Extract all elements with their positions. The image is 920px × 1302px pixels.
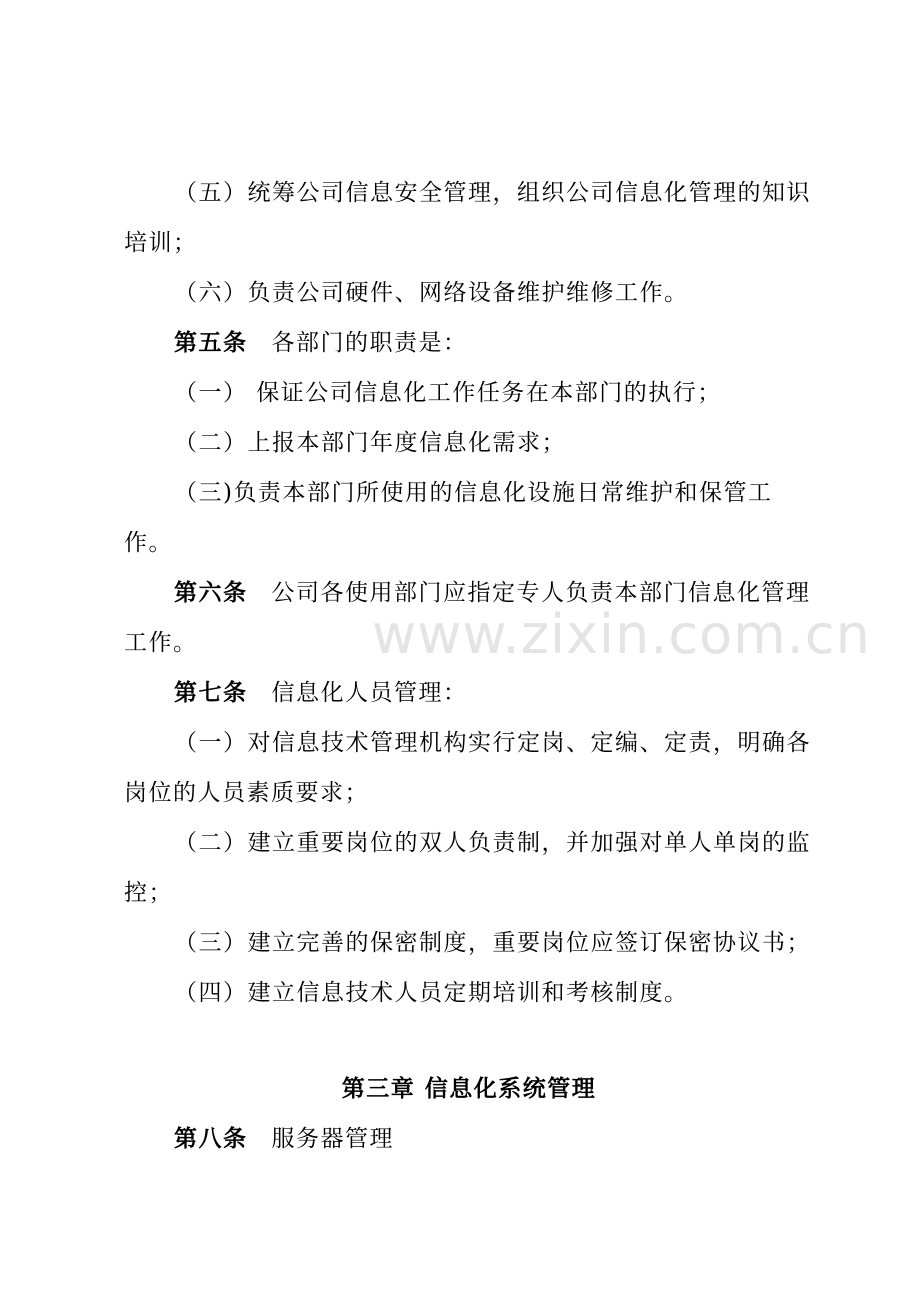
paragraph-item-6: （六）负责公司硬件、网络设备维护维修工作。 bbox=[174, 280, 689, 306]
article-5-number: 第五条 bbox=[174, 330, 248, 356]
article-7-number: 第七条 bbox=[174, 680, 248, 706]
article-5-text: 各部门的职责是： bbox=[271, 330, 468, 356]
document-body bbox=[124, 168, 814, 1164]
article-6-text: 公司各使用部门应指定专人负责本部门信息化管理工作。 bbox=[124, 580, 811, 656]
article-6 bbox=[124, 568, 814, 668]
article-5-item-2: （二）上报本部门年度信息化需求； bbox=[174, 430, 566, 456]
article-7 bbox=[124, 668, 814, 718]
article-8-text: 服务器管理 bbox=[271, 1126, 394, 1152]
article-8-number: 第八条 bbox=[174, 1126, 248, 1152]
article-7-item-2: （二）建立重要岗位的双人负责制，并加强对单人单岗的监控； bbox=[124, 830, 811, 906]
article-7-item-1: （一）对信息技术管理机构实行定岗、定编、定责，明确各岗位的人员素质要求； bbox=[124, 730, 811, 806]
article-7-item-4: （四）建立信息技术人员定期培训和考核制度。 bbox=[174, 980, 689, 1006]
article-7-item-3: （三）建立完善的保密制度，重要岗位应签订保密协议书； bbox=[174, 930, 811, 956]
article-5-item-3: （三)负责本部门所使用的信息化设施日常维护和保管工作。 bbox=[124, 480, 773, 556]
paragraph-item-5: （五）统筹公司信息安全管理，组织公司信息化管理的知识培训； bbox=[124, 180, 811, 256]
article-7-text: 信息化人员管理： bbox=[271, 680, 468, 706]
watermark-text: www.zixin.com.cn bbox=[372, 603, 871, 666]
article-6-number: 第六条 bbox=[174, 580, 248, 606]
article-8 bbox=[124, 1114, 814, 1164]
article-5-item-1: （一） 保证公司信息化工作任务在本部门的执行； bbox=[174, 380, 722, 406]
article-5 bbox=[124, 318, 814, 368]
chapter-3-heading: 第三章 信息化系统管理 bbox=[341, 1076, 597, 1102]
